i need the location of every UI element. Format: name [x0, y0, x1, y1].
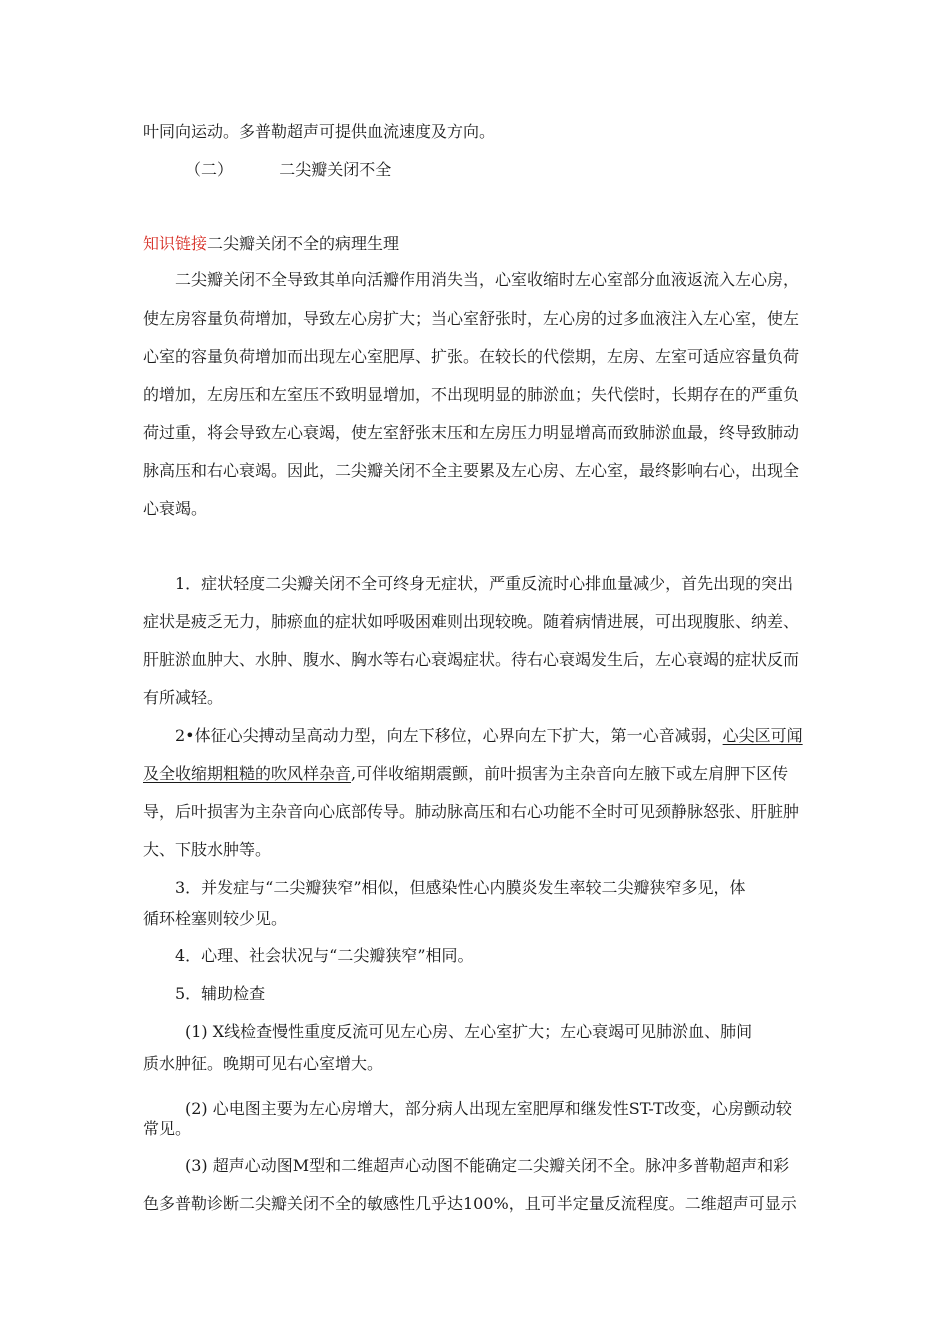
paragraph-line: 使左房容量负荷增加，导致左心房扩大；当心室舒张时，左心房的过多血液注入左心室，使左	[143, 309, 800, 328]
paragraph-line: 色多普勒诊断二尖瓣关闭不全的敏感性几乎达100%，且可半定量反流程度。二维超声可显示	[143, 1194, 797, 1213]
paragraph-line: (1) X线检查慢性重度反流可见左心房、左心室扩大；左心衰竭可见肺淤血、肺间	[185, 1022, 753, 1041]
subsection-heading: 5．辅助检查	[175, 984, 266, 1003]
section-title: 二尖瓣关闭不全	[279, 160, 392, 179]
knowledge-link-heading	[143, 234, 399, 254]
paragraph-line: 二尖瓣关闭不全导致其单向活瓣作用消失当，心室收缩时左心室部分血液返流入左心房，	[175, 270, 800, 289]
paragraph-line	[143, 764, 788, 784]
paragraph-line	[175, 726, 803, 746]
paragraph-line: 4．心理、社会状况与“二尖瓣狭窄”相同。	[175, 946, 474, 965]
underlined-text: 及全收缩期粗糙的吹风样杂音	[143, 764, 352, 783]
section-number: （二）	[185, 160, 234, 179]
paragraph-line: 的增加，左房压和左室压不致明显增加，不出现明显的肺淤血；失代偿时，长期存在的严重负	[143, 385, 800, 404]
paragraph-line: 常见。	[143, 1119, 192, 1138]
knowledge-link-label: 知识链接	[143, 234, 208, 253]
paragraph-line: 叶同向运动。多普勒超声可提供血流速度及方向。	[143, 122, 496, 141]
paragraph-line: 循环栓塞则较少见。	[143, 909, 288, 928]
paragraph-line: 荷过重，将会导致左心衰竭，使左室舒张末压和左房压力明显增高而致肺淤血最，终导致肺动	[143, 423, 800, 442]
paragraph-line: (2) 心电图主要为左心房增大，部分病人出现左室肥厚和继发性ST-T改变，心房颤动较	[185, 1099, 792, 1118]
paragraph-text: 2•体征心尖搏动呈高动力型，向左下移位，心界向左下扩大，第一心音减弱，	[175, 726, 723, 745]
paragraph-line: 导，后叶损害为主杂音向心底部传导。肺动脉高压和右心功能不全时可见颈静脉怒张、肝脏肿	[143, 802, 800, 821]
paragraph-line: 脉高压和右心衰竭。因此，二尖瓣关闭不全主要累及左心房、左心室，最终影响右心，出现全	[143, 461, 800, 480]
paragraph-line: 1．症状轻度二尖瓣关闭不全可终身无症状，严重反流时心排血量减少，首先出现的突出	[175, 574, 794, 593]
section-heading	[185, 160, 391, 180]
underlined-text: 心尖区可闻	[722, 726, 803, 745]
paragraph-line: 症状是疲乏无力，肺瘀血的症状如呼吸困难则出现较晚。随着病情进展，可出现腹胀、纳差、	[143, 612, 800, 631]
paragraph-line: 有所减轻。	[143, 688, 224, 707]
paragraph-text: ,可伴收缩期震颤，前叶损害为主杂音向左腋下或左肩胛下区传	[351, 764, 789, 783]
paragraph-line: 心室的容量负荷增加而出现左心室肥厚、扩张。在较长的代偿期，左房、左室可适应容量负荷	[143, 347, 800, 366]
paragraph-line: 心衰竭。	[143, 499, 208, 518]
paragraph-line: (3) 超声心动图M型和二维超声心动图不能确定二尖瓣关闭不全。脉冲多普勒超声和彩	[185, 1156, 790, 1175]
paragraph-line: 大、下肢水肿等。	[143, 840, 272, 859]
paragraph-line: 3．并发症与“二尖瓣狭窄”相似，但感染性心内膜炎发生率较二尖瓣狭窄多见，体	[175, 878, 746, 897]
paragraph-line: 质水肿征。晚期可见右心室增大。	[143, 1054, 384, 1073]
knowledge-link-title: 二尖瓣关闭不全的病理生理	[207, 234, 400, 253]
paragraph-line: 肝脏淤血肿大、水肿、腹水、胸水等右心衰竭症状。待右心衰竭发生后，左心衰竭的症状反而	[143, 650, 800, 669]
